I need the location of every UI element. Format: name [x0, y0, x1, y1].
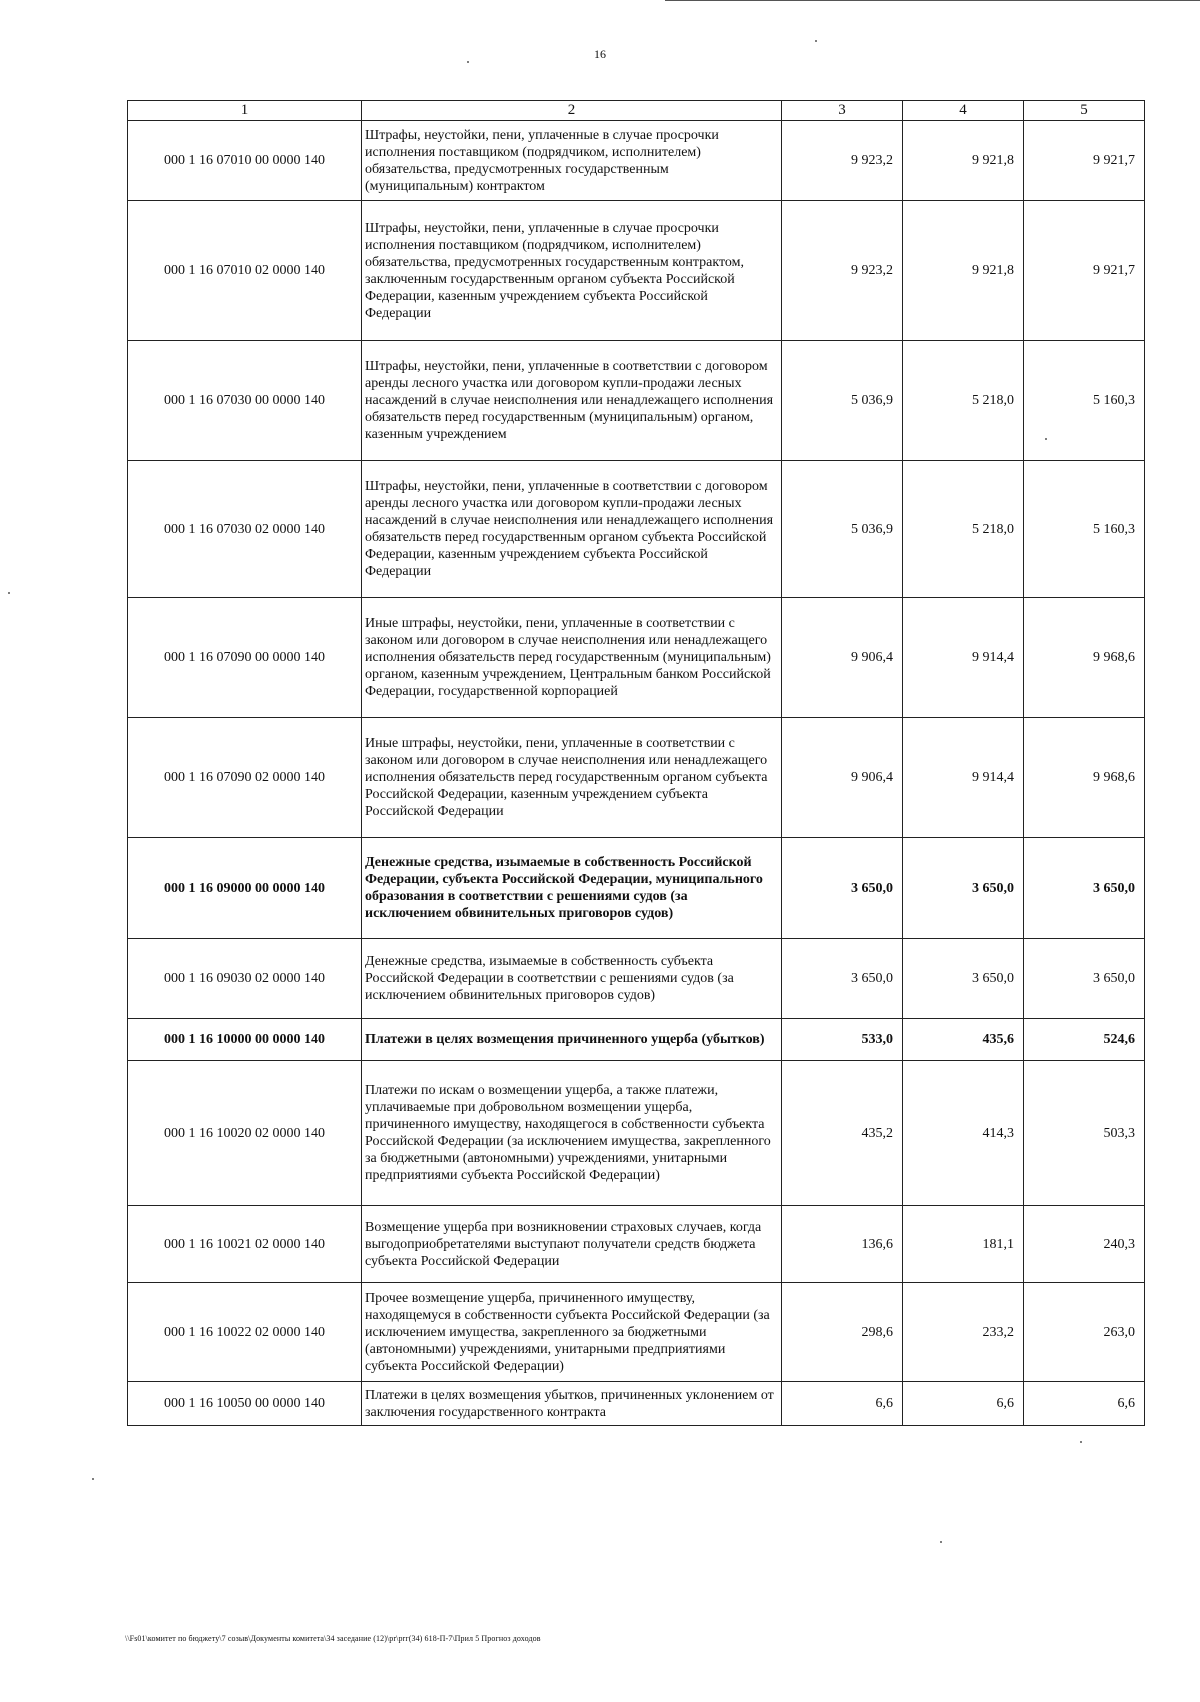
- budget-code: 000 1 16 07010 02 0000 140: [128, 201, 362, 341]
- table-row: [128, 1206, 1145, 1283]
- column-2-header: 2: [362, 101, 782, 121]
- column-number-row: [128, 101, 1145, 121]
- budget-code: 000 1 16 10022 02 0000 140: [128, 1283, 362, 1382]
- value-col-4: 233,2: [903, 1283, 1024, 1382]
- column-5-header: 5: [1024, 101, 1145, 121]
- value-col-3: 298,6: [782, 1283, 903, 1382]
- scan-speck: [92, 1478, 94, 1480]
- value-col-3: 136,6: [782, 1206, 903, 1283]
- table-row: [128, 1019, 1145, 1061]
- value-col-5: 9 921,7: [1024, 201, 1145, 341]
- value-col-4: 9 914,4: [903, 718, 1024, 838]
- table-header: [128, 101, 1145, 121]
- value-col-5: 6,6: [1024, 1382, 1145, 1426]
- value-col-3: 5 036,9: [782, 461, 903, 598]
- table-row: [128, 121, 1145, 201]
- value-col-3: 533,0: [782, 1019, 903, 1061]
- scan-speck: [940, 1541, 942, 1543]
- value-col-3: 435,2: [782, 1061, 903, 1206]
- budget-code: 000 1 16 07030 00 0000 140: [128, 341, 362, 461]
- scan-speck: [467, 61, 469, 63]
- column-1-header: 1: [128, 101, 362, 121]
- value-col-5: 9 921,7: [1024, 121, 1145, 201]
- table-row: [128, 838, 1145, 939]
- budget-code: 000 1 16 10021 02 0000 140: [128, 1206, 362, 1283]
- scan-speck: [1080, 1441, 1082, 1443]
- revenue-name: Денежные средства, изымаемые в собственность субъекта Российской Федерации в соответствии с решениями судов (за исключением обвинительных приговоров судов): [362, 939, 782, 1019]
- value-col-4: 414,3: [903, 1061, 1024, 1206]
- value-col-5: 240,3: [1024, 1206, 1145, 1283]
- top-edge-line: [665, 0, 1200, 1]
- scan-speck: [815, 40, 817, 42]
- scan-speck: [1045, 438, 1047, 440]
- value-col-4: 9 914,4: [903, 598, 1024, 718]
- revenue-name: Штрафы, неустойки, пени, уплаченные в случае просрочки исполнения поставщиком (подрядчиком, исполнителем) обязательства, предусмотренных государственным контрактом, заключенным государственным органом субъекта Российской Федерации, казенным учреждением субъекта Российской Федерации: [362, 201, 782, 341]
- table-row: [128, 201, 1145, 341]
- table-row: [128, 461, 1145, 598]
- revenue-name: Платежи в целях возмещения убытков, причиненных уклонением от заключения государственного контракта: [362, 1382, 782, 1426]
- value-col-4: 9 921,8: [903, 121, 1024, 201]
- revenue-name: Денежные средства, изымаемые в собственность Российской Федерации, субъекта Российской Федерации, муниципального образования в соответствии с решениями судов (за исключением обвинительных приговоров судов): [362, 838, 782, 939]
- budget-code: 000 1 16 10000 00 0000 140: [128, 1019, 362, 1061]
- budget-code: 000 1 16 07090 02 0000 140: [128, 718, 362, 838]
- scan-speck: [8, 592, 10, 594]
- value-col-4: 6,6: [903, 1382, 1024, 1426]
- value-col-5: 5 160,3: [1024, 341, 1145, 461]
- budget-code: 000 1 16 09000 00 0000 140: [128, 838, 362, 939]
- value-col-5: 263,0: [1024, 1283, 1145, 1382]
- value-col-3: 9 923,2: [782, 201, 903, 341]
- value-col-4: 3 650,0: [903, 838, 1024, 939]
- value-col-5: 9 968,6: [1024, 718, 1145, 838]
- column-4-header: 4: [903, 101, 1024, 121]
- revenue-name: Платежи по искам о возмещении ущерба, а также платежи, уплачиваемые при добровольном возмещении ущерба, причиненного имуществу, находящегося в собственности субъекта Российской Федерации (за исключением имущества, закрепленного за бюджетными (автономными) учреждениями, унитарными предприятиями субъекта Российской Федерации): [362, 1061, 782, 1206]
- page-number: 16: [594, 47, 606, 61]
- table-row: [128, 1061, 1145, 1206]
- value-col-3: 9 906,4: [782, 718, 903, 838]
- value-col-3: 3 650,0: [782, 939, 903, 1019]
- budget-code: 000 1 16 10020 02 0000 140: [128, 1061, 362, 1206]
- revenue-name: Платежи в целях возмещения причиненного ущерба (убытков): [362, 1019, 782, 1061]
- value-col-5: 3 650,0: [1024, 838, 1145, 939]
- revenue-name: Иные штрафы, неустойки, пени, уплаченные в соответствии с законом или договором в случае неисполнения или ненадлежащего исполнения обязательств перед государственным органом субъекта Российской Федерации, казенным учреждением субъекта Российской Федерации: [362, 718, 782, 838]
- revenue-name: Штрафы, неустойки, пени, уплаченные в соответствии с договором аренды лесного участка или договором купли-продажи лесных насаждений в случае неисполнения или ненадлежащего исполнения обязательств перед государственным органом субъекта Российской Федерации, казенным учреждением субъекта Российской Федерации: [362, 461, 782, 598]
- value-col-4: 9 921,8: [903, 201, 1024, 341]
- value-col-3: 6,6: [782, 1382, 903, 1426]
- revenue-table: [127, 100, 1145, 1426]
- value-col-4: 5 218,0: [903, 461, 1024, 598]
- budget-code: 000 1 16 09030 02 0000 140: [128, 939, 362, 1019]
- budget-code: 000 1 16 10050 00 0000 140: [128, 1382, 362, 1426]
- value-col-5: 5 160,3: [1024, 461, 1145, 598]
- column-3-header: 3: [782, 101, 903, 121]
- value-col-3: 5 036,9: [782, 341, 903, 461]
- revenue-name: Штрафы, неустойки, пени, уплаченные в соответствии с договором аренды лесного участка или договором купли-продажи лесных насаждений в случае неисполнения или ненадлежащего исполнения обязательств перед государственным (муниципальным) органом, казенным учреждением: [362, 341, 782, 461]
- value-col-4: 435,6: [903, 1019, 1024, 1061]
- budget-code: 000 1 16 07010 00 0000 140: [128, 121, 362, 201]
- table-row: [128, 718, 1145, 838]
- value-col-4: 181,1: [903, 1206, 1024, 1283]
- table-row: [128, 1382, 1145, 1426]
- revenue-name: Иные штрафы, неустойки, пени, уплаченные в соответствии с законом или договором в случае неисполнения или ненадлежащего исполнения обязательств перед государственным (муниципальным) органом, казенным учреждением, Центральным банком Российской Федерации, государственной корпорацией: [362, 598, 782, 718]
- table-row: [128, 341, 1145, 461]
- value-col-4: 5 218,0: [903, 341, 1024, 461]
- revenue-name: Штрафы, неустойки, пени, уплаченные в случае просрочки исполнения поставщиком (подрядчиком, исполнителем) обязательства, предусмотренных государственным (муниципальным) контрактом: [362, 121, 782, 201]
- revenue-name: Прочее возмещение ущерба, причиненного имуществу, находящемуся в собственности субъекта Российской Федерации (за исключением имущества, закрепленного за бюджетными (автономными) учреждениями, унитарными предприятиями субъекта Российской Федерации): [362, 1283, 782, 1382]
- value-col-3: 9 906,4: [782, 598, 903, 718]
- value-col-5: 9 968,6: [1024, 598, 1145, 718]
- budget-code: 000 1 16 07090 00 0000 140: [128, 598, 362, 718]
- value-col-5: 524,6: [1024, 1019, 1145, 1061]
- file-path-footer: \\Fs01\комитет по бюджету\7 созыв\Документы комитета\34 заседание (12)\pr\prг(34) 618-П-7\Прил 5 Прогноз доходов: [125, 1634, 541, 1643]
- value-col-5: 503,3: [1024, 1061, 1145, 1206]
- table-row: [128, 1283, 1145, 1382]
- budget-code: 000 1 16 07030 02 0000 140: [128, 461, 362, 598]
- value-col-4: 3 650,0: [903, 939, 1024, 1019]
- value-col-5: 3 650,0: [1024, 939, 1145, 1019]
- value-col-3: 3 650,0: [782, 838, 903, 939]
- revenue-name: Возмещение ущерба при возникновении страховых случаев, когда выгодоприобретателями выступают получатели средств бюджета субъекта Российской Федерации: [362, 1206, 782, 1283]
- table-row: [128, 598, 1145, 718]
- table-body: [128, 121, 1145, 1426]
- table-row: [128, 939, 1145, 1019]
- value-col-3: 9 923,2: [782, 121, 903, 201]
